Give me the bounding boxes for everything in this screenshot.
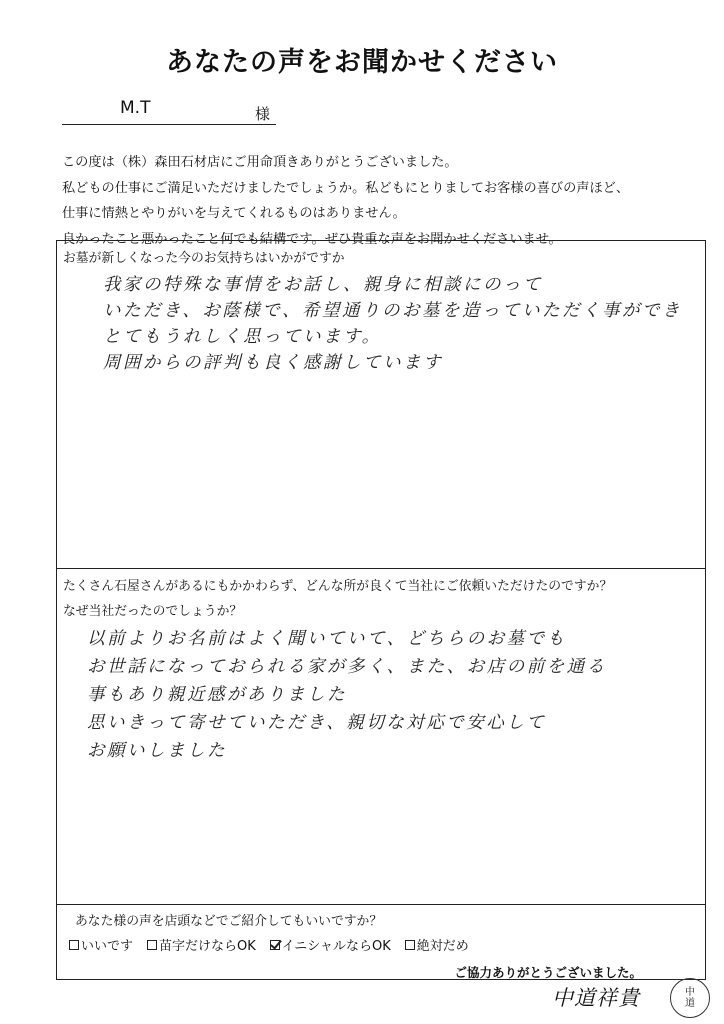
section-divider bbox=[57, 568, 705, 569]
intro-line: この度は（株）森田石材店にご用命頂きありがとうございました。 bbox=[62, 155, 458, 170]
intro-line: 仕事に情熱とやりがいを与えてくれるものはありません。 bbox=[62, 206, 406, 221]
answer-line: 我家の特殊な事情をお話し、親身に相談にのって bbox=[103, 275, 543, 295]
answer-line: 事もあり親近感がありました bbox=[87, 685, 347, 705]
option-label: イニシャルならOK bbox=[281, 939, 391, 954]
survey-form bbox=[56, 240, 706, 980]
answer-2 bbox=[87, 625, 607, 765]
option-surname-only[interactable] bbox=[147, 935, 256, 954]
answer-line: 周囲からの評判も良く感謝しています bbox=[103, 353, 443, 373]
hanko-seal bbox=[670, 978, 710, 1018]
question-1: お墓が新しくなった今のお気持ちはいかがですか bbox=[63, 251, 345, 266]
page-title: あなたの声をお聞かせください bbox=[166, 47, 558, 78]
checkbox-no[interactable] bbox=[405, 940, 415, 950]
checkbox-yes[interactable] bbox=[69, 940, 79, 950]
answer-line: 以前よりお名前はよく聞いていて、どちらのお墓でも bbox=[87, 629, 567, 649]
option-label: 絶対だめ bbox=[416, 939, 469, 954]
seal-char: 中 bbox=[685, 987, 695, 998]
answer-line: いただき、お蔭様で、希望通りのお墓を造っていただく事ができ bbox=[103, 301, 682, 321]
question-2-line-2: なぜ当社だったのでしょうか？ bbox=[63, 604, 243, 619]
intro-line: 良かったこと悪かったこと何でも結構です。ぜひ貴重な声をお聞かせくださいませ。 bbox=[62, 231, 562, 247]
answer-line: とてもうれしく思っています。 bbox=[103, 327, 382, 347]
answer-1 bbox=[103, 271, 682, 375]
intro-line: 私どもの仕事にご満足いただけましたでしょうか。私どもにとりましてお客様の喜びの声ほど、 bbox=[62, 180, 630, 196]
answer-line: お世話になっておられる家が多く、また、お店の前を通る bbox=[87, 657, 607, 677]
seal-char: 道 bbox=[685, 998, 695, 1009]
intro-text bbox=[62, 150, 629, 252]
answer-line: 思いきって寄せていただき、親切な対応で安心して bbox=[87, 713, 547, 733]
consent-options bbox=[69, 935, 469, 954]
thanks-text: ご協力ありがとうございました。 bbox=[454, 965, 642, 980]
section-divider bbox=[57, 904, 705, 905]
question-3: あなた様の声を店頭などでご紹介してもいいですか？ bbox=[75, 914, 383, 929]
option-no[interactable] bbox=[405, 935, 469, 954]
customer-honorific: 様 bbox=[254, 105, 270, 123]
staff-signature: 中道祥貴 bbox=[552, 986, 640, 1010]
customer-name-field bbox=[62, 94, 276, 125]
option-label: 苗字だけならOK bbox=[159, 939, 256, 954]
answer-line: お願いしました bbox=[87, 741, 227, 761]
question-2-line-1: たくさん石屋さんがあるにもかかわらず、どんな所が良くて当社にご依頼いただけたのですか？ bbox=[63, 579, 613, 594]
checkbox-surname-only[interactable] bbox=[147, 940, 157, 950]
option-label: いいです bbox=[81, 939, 134, 954]
option-yes[interactable] bbox=[69, 935, 133, 954]
option-initials-only[interactable] bbox=[270, 935, 391, 954]
customer-name: M.T bbox=[120, 98, 151, 118]
checkbox-initials-only[interactable] bbox=[270, 940, 280, 950]
